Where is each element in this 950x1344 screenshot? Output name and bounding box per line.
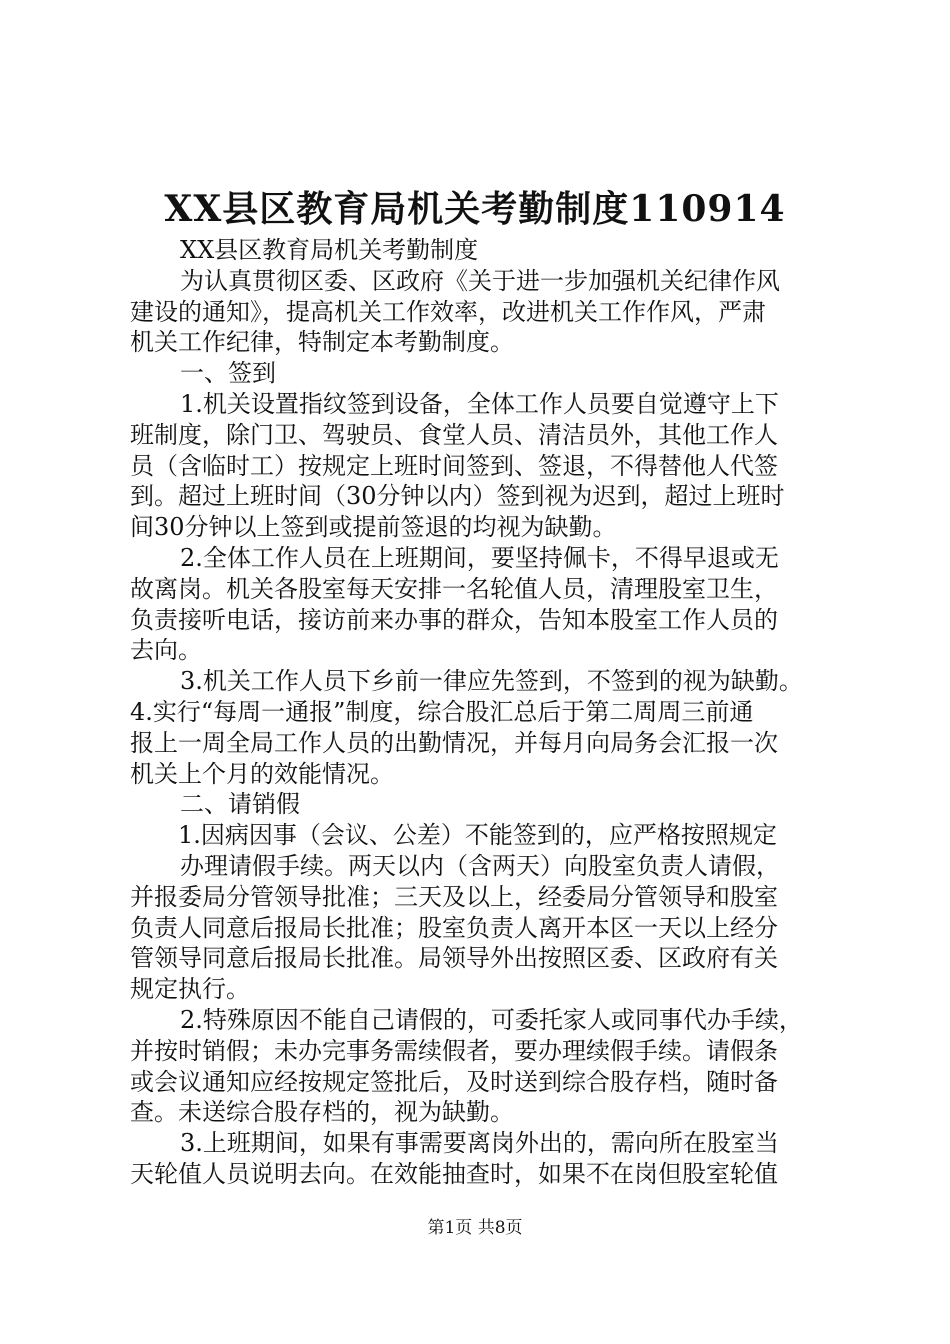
body-line: 机关工作纪律，特制定本考勤制度。 — [130, 328, 514, 357]
body-line: 并报委局分管领导批准；三天及以上，经委局分管领导和股室 — [130, 882, 778, 911]
section-heading: 一、签到 — [180, 359, 276, 388]
page-footer: 第1页 共8页 — [427, 1218, 523, 1238]
document-title: XX县区教育局机关考勤制度110914 — [164, 188, 786, 230]
body-line: 4.实行“每周一通报”制度，综合股汇总后于第二周周三前通 — [130, 697, 754, 726]
body-line: 员（含临时工）按规定上班时间签到、签退，不得替他人代签 — [130, 451, 778, 480]
body-line: 故离岗。机关各股室每天安排一名轮值人员，清理股室卫生， — [130, 574, 778, 603]
body-line: 并按时销假；未办完事务需续假者，要办理续假手续。请假条 — [130, 1036, 778, 1065]
body-line: 2.全体工作人员在上班期间，要坚持佩卡，不得早退或无 — [180, 543, 779, 572]
body-line: 机关上个月的效能情况。 — [130, 759, 394, 788]
body-line: 间30分钟以上签到或提前签退的均视为缺勤。 — [130, 513, 617, 542]
body-line: 班制度，除门卫、驾驶员、食堂人员、清洁员外，其他工作人 — [130, 420, 778, 449]
body-line: 去向。 — [130, 636, 202, 665]
body-line: 3.机关工作人员下乡前一律应先签到，不签到的视为缺勤。 — [180, 667, 803, 696]
body-line: 2.特殊原因不能自己请假的，可委托家人或同事代办手续， — [180, 1005, 803, 1034]
body-line: 负责人同意后报局长批准；股室负责人离开本区一天以上经分 — [130, 913, 778, 942]
body-line: 报上一周全局工作人员的出勤情况，并每月向局务会汇报一次 — [130, 728, 778, 757]
body-line: 办理请假手续。两天以内（含两天）向股室负责人请假， — [180, 851, 780, 880]
body-line: 或会议通知应经按规定签批后，及时送到综合股存档，随时备 — [130, 1067, 778, 1096]
section-heading: 二、请销假 — [180, 790, 300, 819]
body-line: XX县区教育局机关考勤制度 — [180, 236, 479, 264]
body-line: 到。超过上班时间（30分钟以内）签到视为迟到，超过上班时 — [130, 482, 785, 511]
body-line: 3.上班期间，如果有事需要离岗外出的，需向所在股室当 — [180, 1129, 779, 1158]
body-line: 天轮值人员说明去向。在效能抽查时，如果不在岗但股室轮值 — [130, 1159, 778, 1188]
body-line: 规定执行。 — [130, 975, 250, 1004]
body-line: 1.机关设置指纹签到设备，全体工作人员要自觉遵守上下 — [180, 389, 779, 418]
body-line: 建设的通知》，提高机关工作效率，改进机关工作作风，严肃 — [130, 297, 766, 326]
body-line: 负责接听电话，接访前来办事的群众，告知本股室工作人员的 — [130, 605, 778, 634]
body-line: 1.因病因事（会议、公差）不能签到的，应严格按照规定 — [178, 821, 777, 850]
body-line: 查。未送综合股存档的，视为缺勤。 — [130, 1098, 514, 1127]
body-line: 管领导同意后报局长批准。局领导外出按照区委、区政府有关 — [130, 944, 778, 973]
body-line: 为认真贯彻区委、区政府《关于进一步加强机关纪律作风 — [180, 266, 780, 295]
document-body — [130, 235, 850, 1190]
